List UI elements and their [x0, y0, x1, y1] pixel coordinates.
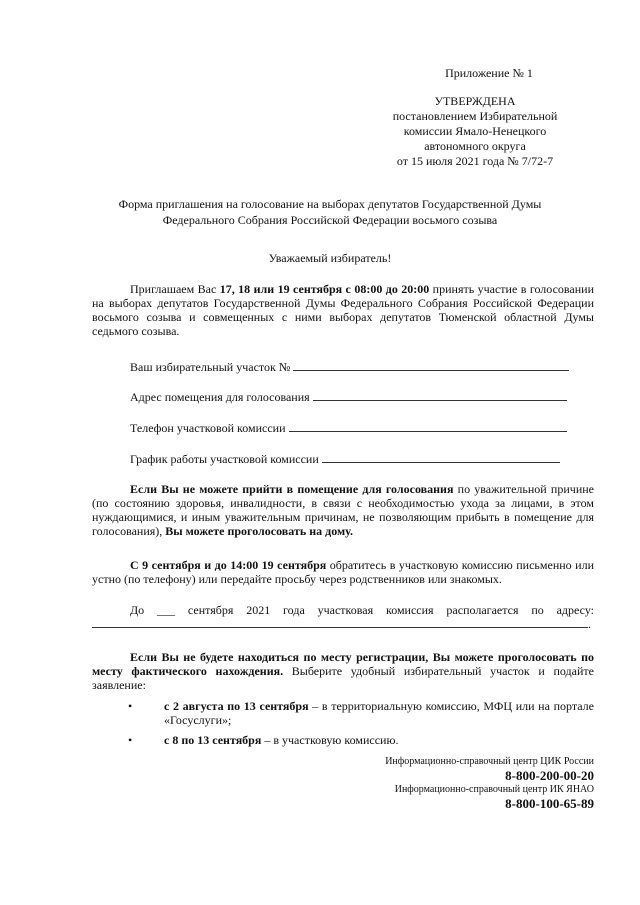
approval-line: автономного округа [424, 139, 526, 153]
bullet-symbol: • [128, 733, 133, 747]
invitation-post: принять участие в голосовании на выборах депутатов Государственной Думы Федерального Собрания Российской Федерации восьмого созыва и совмещенных с ними выборах депутатов Тюменской областной Думы седьмого созыва. [92, 282, 595, 338]
approved-heading: УТВЕРЖДЕНА [434, 94, 516, 108]
location-end: . [588, 617, 591, 631]
invitation-paragraph [92, 282, 594, 338]
absentee-paragraph [92, 650, 594, 692]
address-blank[interactable] [313, 390, 567, 401]
location-address-blank[interactable] [92, 617, 588, 628]
annex-label: Приложение № 1 [445, 66, 533, 80]
contact-phone: 8-800-200-00-20 [505, 768, 594, 783]
bullet-symbol: • [128, 699, 133, 713]
bullet-bold: с 2 августа по 13 сентября [164, 699, 309, 713]
precinct-blank[interactable] [293, 360, 569, 371]
deadline-lead: С 9 сентября и до 14:00 19 сентября [130, 558, 327, 572]
schedule-blank[interactable] [322, 452, 560, 463]
greeting: Уважаемый избиратель! [268, 251, 392, 265]
absentee-lead: Если Вы не будете находиться по месту регистрации, Вы можете проголосовать по месту фактического нахождения. [92, 650, 594, 678]
form-title-line: Федерального Собрания Российской Федерации восьмого созыва [162, 213, 498, 227]
contact-label: Информационно-справочный центр ИК ЯНАО [394, 784, 594, 795]
bullet-rest: – в участковую комиссию. [261, 733, 399, 747]
contacts-block [294, 756, 594, 812]
approval-block [360, 66, 590, 169]
bullet-bold: с 8 по 13 сентября [164, 733, 262, 747]
contact-phone: 8-800-100-65-89 [505, 796, 594, 811]
field-address [130, 390, 594, 404]
location-post: сентября 2021 года участковая комиссия располагается по адресу: [175, 603, 594, 617]
field-schedule [130, 452, 594, 466]
approval-line: комиссии Ямало-Ненецкого [403, 124, 547, 138]
field-label: Ваш избирательный участок № [130, 360, 291, 374]
home-voting-lead: Если Вы не можете прийти в помещение для голосования [130, 482, 454, 496]
bullet-rest: – в территориальную комиссию, МФЦ или на порталe «Госуслуги»; [164, 699, 594, 727]
home-voting-end: Вы можете проголосовать на дому. [165, 524, 353, 538]
deadline-paragraph [92, 558, 594, 586]
phone-blank[interactable] [289, 421, 567, 432]
absentee-body: Выберите удобный избирательный участок и подайте заявление: [92, 664, 594, 692]
location-line [92, 603, 594, 617]
location-blank[interactable]: ___ [157, 603, 176, 617]
approval-line: постановлением Избирательной [392, 109, 558, 123]
home-voting-body: по уважительной причине (по состоянию здоровья, инвалидности, в связи с необходимостью ухода за лицами, в этом нуждающимися, и иным уважительным причинам, не позволяющим прибыть в помещение для голосования), [92, 482, 594, 538]
invitation-pre: Приглашаем Вас [130, 282, 220, 296]
approval-line: от 15 июля 2021 года № 7/72-7 [396, 154, 554, 168]
bullet-text [164, 733, 594, 747]
bullet-text [164, 699, 594, 727]
deadline-body: обратитесь в участковую комиссию письменно или устно (по телефону) или передайте просьбу через родственников или знакомых. [92, 558, 594, 586]
form-title-line: Форма приглашения на голосование на выборах депутатов Государственной Думы [118, 197, 542, 211]
field-label: График работы участковой комиссии [130, 452, 319, 466]
field-label: Адрес помещения для голосования [130, 390, 310, 404]
location-address-line [92, 617, 594, 631]
invitation-dates: 17, 18 или 19 сентября с 08:00 до 20:00 [219, 282, 430, 296]
bullet-item [92, 699, 594, 729]
location-pre: До [130, 603, 158, 617]
field-precinct [130, 360, 594, 374]
form-title [60, 196, 600, 228]
bullet-item [92, 733, 594, 749]
field-phone [130, 421, 594, 435]
home-voting-paragraph [92, 482, 594, 538]
field-label: Телефон участковой комиссии [130, 421, 286, 435]
contact-label: Информационно-справочный центр ЦИК России [385, 756, 594, 767]
